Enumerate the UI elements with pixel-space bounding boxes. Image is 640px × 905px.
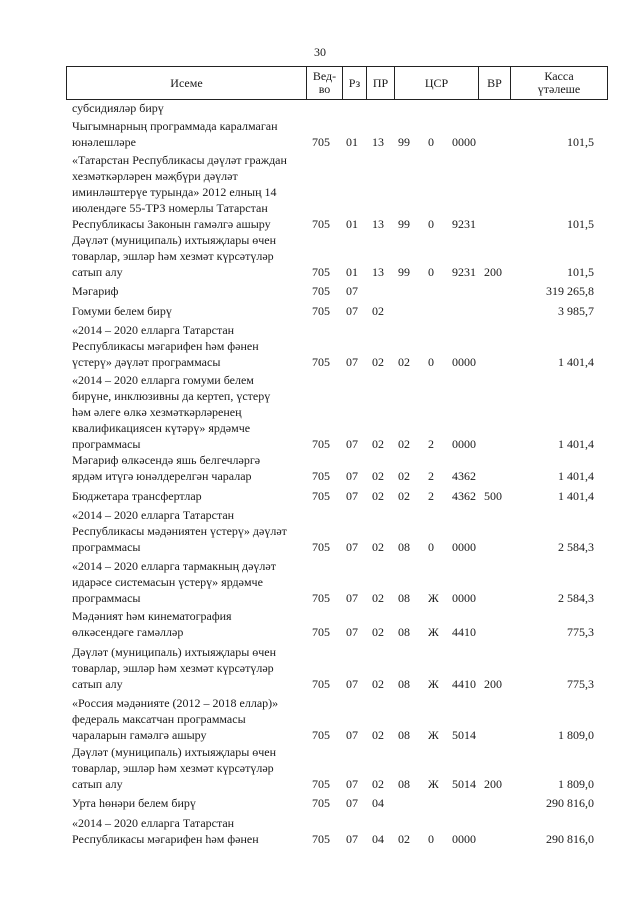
row-c1: 02	[398, 437, 410, 451]
row-c3: 0000	[452, 540, 476, 554]
table-row	[66, 303, 608, 319]
row-rz: 07	[346, 489, 358, 503]
row-ved: 705	[312, 135, 330, 149]
row-ved: 705	[312, 728, 330, 742]
row-ved: 705	[312, 796, 330, 810]
row-pr: 02	[372, 728, 384, 742]
row-c1: 08	[398, 677, 410, 691]
row-c1: 08	[398, 540, 410, 554]
table-row	[66, 452, 608, 484]
row-c1: 08	[398, 728, 410, 742]
row-sum: 290 816,0	[546, 796, 594, 810]
row-sum: 101,5	[567, 217, 594, 231]
row-c2: Ж	[428, 728, 439, 742]
table-row	[66, 322, 608, 370]
row-c2: 0	[428, 217, 434, 231]
row-name: Дәүләт (муниципаль) ихтыяҗлары өчен товарлар, эшләр һәм хезмәт күрсәтүләр сатып алу	[72, 645, 277, 691]
table-row	[66, 283, 608, 299]
row-c1: 08	[398, 625, 410, 639]
row-rz: 07	[346, 625, 358, 639]
table-row	[66, 795, 608, 811]
header-csr: ЦСР	[395, 67, 479, 99]
table-row	[66, 507, 608, 555]
row-rz: 01	[346, 265, 358, 279]
row-rz: 01	[346, 217, 358, 231]
row-ved: 705	[312, 265, 330, 279]
row-pr: 02	[372, 677, 384, 691]
row-pr: 02	[372, 469, 384, 483]
row-ved: 705	[312, 625, 330, 639]
row-ved: 705	[312, 469, 330, 483]
table-row	[66, 815, 608, 847]
row-sum: 1 809,0	[558, 728, 594, 742]
row-rz: 07	[346, 304, 358, 318]
row-c3: 5014	[452, 777, 476, 791]
table-row	[66, 118, 608, 150]
row-c3: 4362	[452, 489, 476, 503]
header-sum: Касса үтәлеше	[537, 69, 581, 96]
row-rz: 07	[346, 540, 358, 554]
row-ved: 705	[312, 832, 330, 846]
table-row	[66, 372, 608, 452]
row-c2: 0	[428, 832, 434, 846]
row-vr: 200	[484, 265, 502, 279]
row-c1: 99	[398, 217, 410, 231]
row-ved: 705	[312, 489, 330, 503]
row-c1: 02	[398, 489, 410, 503]
row-pr: 13	[372, 135, 384, 149]
row-sum: 775,3	[567, 677, 594, 691]
row-c2: Ж	[428, 625, 439, 639]
table-row	[66, 558, 608, 606]
row-name: Гомуми белем бирү	[72, 304, 172, 318]
row-c1: 99	[398, 135, 410, 149]
row-ved: 705	[312, 217, 330, 231]
row-sum: 101,5	[567, 265, 594, 279]
row-pr: 02	[372, 777, 384, 791]
row-ved: 705	[312, 677, 330, 691]
row-c1: 99	[398, 265, 410, 279]
row-rz: 07	[346, 469, 358, 483]
row-vr: 200	[484, 677, 502, 691]
row-sum: 775,3	[567, 625, 594, 639]
row-vr: 500	[484, 489, 502, 503]
table-row	[66, 695, 608, 743]
row-ved: 705	[312, 304, 330, 318]
row-c3: 4362	[452, 469, 476, 483]
row-c3: 0000	[452, 355, 476, 369]
row-pr: 02	[372, 625, 384, 639]
row-rz: 07	[346, 832, 358, 846]
row-name: Дәүләт (муниципаль) ихтыяҗлары өчен товарлар, эшләр һәм хезмәт күрсәтүләр сатып алу	[72, 233, 277, 279]
row-c2: Ж	[428, 677, 439, 691]
row-c3: 0000	[452, 135, 476, 149]
row-name: Урта һөнәри белем бирү	[72, 796, 196, 810]
row-vr: 200	[484, 777, 502, 791]
row-c3: 4410	[452, 625, 476, 639]
row-c3: 9231	[452, 265, 476, 279]
row-c2: 0	[428, 265, 434, 279]
row-rz: 07	[346, 437, 358, 451]
row-ved: 705	[312, 591, 330, 605]
table-row	[66, 100, 608, 116]
row-c2: 2	[428, 437, 434, 451]
row-pr: 02	[372, 437, 384, 451]
row-sum: 2 584,3	[558, 540, 594, 554]
row-sum: 101,5	[567, 135, 594, 149]
table-row	[66, 152, 608, 232]
row-pr: 13	[372, 217, 384, 231]
header-name: Исеме	[67, 67, 307, 99]
table-row	[66, 488, 608, 504]
row-rz: 07	[346, 677, 358, 691]
page-number: 30	[314, 45, 326, 59]
row-c1: 02	[398, 832, 410, 846]
row-name: «Россия мәдәнияте (2012 – 2018 еллар)» федераль максатчан программасы чараларын гамәлгә ашыру	[72, 696, 279, 742]
table-row	[66, 232, 608, 280]
header-vr: ВР	[479, 67, 511, 99]
row-name: Мәгариф	[72, 284, 119, 298]
row-c2: 2	[428, 469, 434, 483]
row-name: «2014 – 2020 елларга гомуми белем бирүне, инклюзивны да кертеп, үстерү һәм әлеге өлкә хезмәткәрләренең квалификациясен күтәрү» ярдәмче программасы	[72, 373, 271, 451]
row-pr: 13	[372, 265, 384, 279]
row-pr: 02	[372, 304, 384, 318]
row-sum: 319 265,8	[546, 284, 594, 298]
row-name: Мәдәният һәм кинематография өлкәсендәге гамәлләр	[72, 609, 232, 639]
row-ved: 705	[312, 540, 330, 554]
row-rz: 07	[346, 284, 358, 298]
row-c3: 0000	[452, 832, 476, 846]
row-pr: 04	[372, 832, 384, 846]
table-header	[66, 66, 608, 100]
row-sum: 1 401,4	[558, 489, 594, 503]
row-c2: Ж	[428, 777, 439, 791]
row-rz: 07	[346, 355, 358, 369]
row-ved: 705	[312, 777, 330, 791]
row-sum: 2 584,3	[558, 591, 594, 605]
row-name: «2014 – 2020 елларга тармакның дәүләт идарәсе системасын үстерү» ярдәмче программасы	[72, 559, 276, 605]
row-ved: 705	[312, 437, 330, 451]
row-c2: 0	[428, 135, 434, 149]
row-name: Мәгариф өлкәсендә яшь белгечләргә ярдәм итүгә юнәлдерелгән чаралар	[72, 453, 261, 483]
row-sum: 1 809,0	[558, 777, 594, 791]
row-ved: 705	[312, 355, 330, 369]
row-c2: Ж	[428, 591, 439, 605]
row-rz: 07	[346, 777, 358, 791]
row-pr: 02	[372, 540, 384, 554]
row-pr: 02	[372, 489, 384, 503]
row-ved: 705	[312, 284, 330, 298]
header-pr: ПР	[367, 67, 395, 99]
row-c2: 0	[428, 540, 434, 554]
row-sum: 3 985,7	[558, 304, 594, 318]
row-c1: 02	[398, 469, 410, 483]
row-c3: 9231	[452, 217, 476, 231]
row-sum: 290 816,0	[546, 832, 594, 846]
header-ved: Вед- во	[307, 67, 343, 99]
row-name: Бюджетара трансфертлар	[72, 489, 202, 503]
row-name: Чыгымнарның программада каралмаган юнәлешләре	[72, 119, 278, 149]
row-pr: 04	[372, 796, 384, 810]
header-rz: Рз	[343, 67, 367, 99]
row-c1: 02	[398, 355, 410, 369]
table-row	[66, 608, 608, 640]
row-sum: 1 401,4	[558, 469, 594, 483]
row-rz: 07	[346, 591, 358, 605]
row-sum: 1 401,4	[558, 355, 594, 369]
row-c2: 0	[428, 355, 434, 369]
row-rz: 01	[346, 135, 358, 149]
row-rz: 07	[346, 728, 358, 742]
row-name: «2014 – 2020 елларга Татарстан Республикасы мәгарифен һәм фәнен үстерү» дәүләт программасы	[72, 323, 259, 369]
row-rz: 07	[346, 796, 358, 810]
row-name: субсидияләр бирү	[72, 101, 164, 115]
row-name: «2014 – 2020 елларга Татарстан Республикасы мәгарифен һәм фәнен	[72, 816, 259, 846]
row-c3: 0000	[452, 591, 476, 605]
row-name: «Татарстан Республикасы дәүләт граждан хезмәткәрләрен мәҗбүри дәүләт иминләштерүе турында» 2012 елның 14 июлендәге 55-ТРЗ номерлы Татарстан Республикасы Законын гамәлгә ашыру	[72, 153, 287, 231]
table-row	[66, 744, 608, 792]
table-row	[66, 644, 608, 692]
row-c1: 08	[398, 591, 410, 605]
row-sum: 1 401,4	[558, 437, 594, 451]
row-c1: 08	[398, 777, 410, 791]
row-c3: 0000	[452, 437, 476, 451]
row-c2: 2	[428, 489, 434, 503]
row-c3: 5014	[452, 728, 476, 742]
row-name: «2014 – 2020 елларга Татарстан Республикасы мәдәниятен үстерү» дәүләт программасы	[72, 508, 287, 554]
row-c3: 4410	[452, 677, 476, 691]
row-pr: 02	[372, 591, 384, 605]
row-pr: 02	[372, 355, 384, 369]
row-name: Дәүләт (муниципаль) ихтыяҗлары өчен товарлар, эшләр һәм хезмәт күрсәтүләр сатып алу	[72, 745, 277, 791]
